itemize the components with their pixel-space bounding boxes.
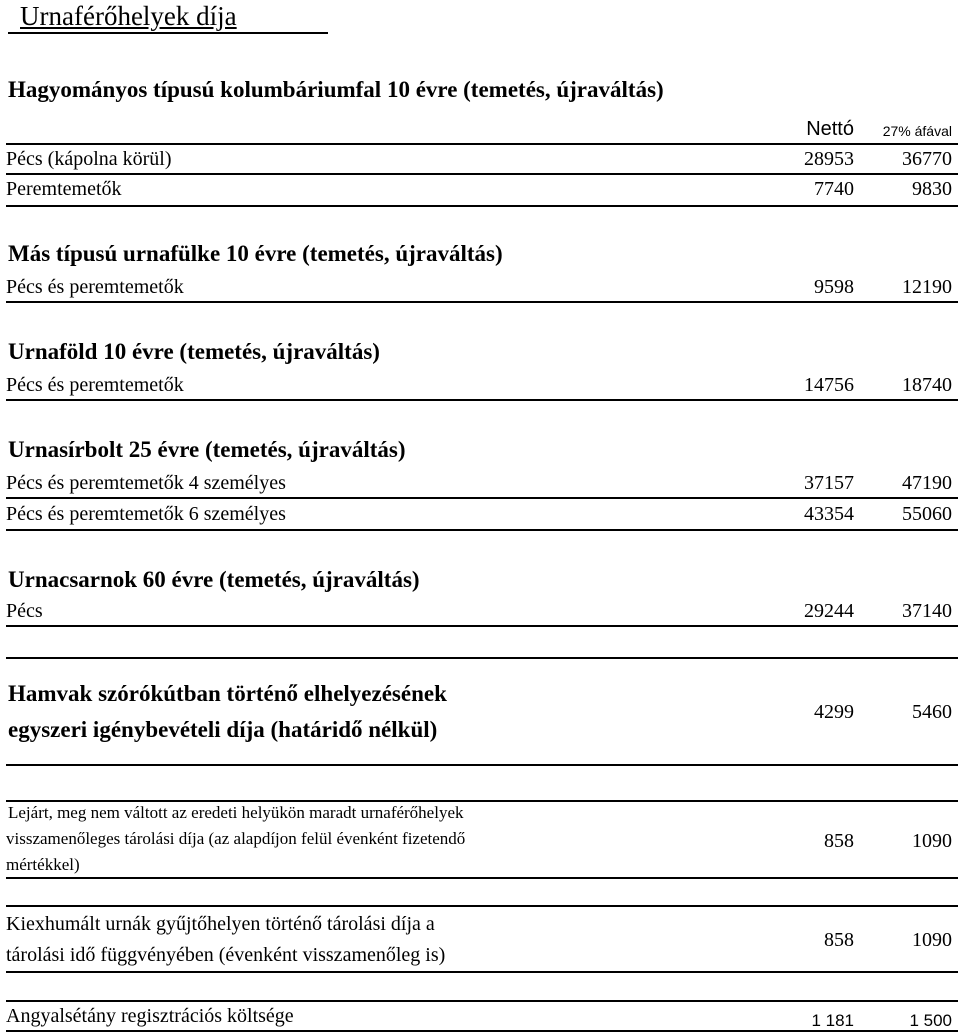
section-heading-niche: Más típusú urnafülke 10 évre (temetés, újraváltás) — [8, 241, 503, 266]
row-net-price: 29244 — [804, 600, 854, 622]
row-vat-price: 36770 — [902, 148, 952, 170]
row-net-price: 37157 — [804, 472, 854, 494]
row-net-price: 43354 — [804, 503, 854, 525]
exhumed-vat-price: 1090 — [912, 929, 952, 951]
expired-net-price: 858 — [824, 830, 854, 852]
divider — [6, 143, 958, 145]
column-header-vat: 27% áfával — [882, 123, 952, 139]
row-net-price: 28953 — [804, 148, 854, 170]
angel-label: Angyalsétány regisztrációs költsége — [6, 1005, 294, 1027]
scatter-net-price: 4299 — [814, 701, 854, 723]
row-vat-price: 9830 — [912, 178, 952, 200]
row-label: Peremtemetők — [6, 178, 122, 200]
divider — [6, 877, 958, 879]
scatter-label-line2: egyszeri igénybevételi díja (határidő nélkül) — [8, 717, 438, 742]
divider — [6, 625, 958, 627]
divider — [6, 173, 958, 175]
title-underline — [8, 32, 328, 34]
row-label: Pécs és peremtemetők 6 személyes — [6, 503, 286, 525]
row-net-price: 9598 — [814, 276, 854, 298]
section-heading-urn-vault: Urnasírbolt 25 évre (temetés, újraváltás) — [8, 437, 406, 462]
expired-label-line1: Lejárt, meg nem váltott az eredeti helyükön maradt urnaférőhelyek — [8, 803, 464, 822]
divider — [6, 205, 958, 207]
divider — [6, 1030, 958, 1032]
row-label: Pécs és peremtemetők 4 személyes — [6, 472, 286, 494]
row-vat-price: 47190 — [902, 472, 952, 494]
row-vat-price: 55060 — [902, 503, 952, 525]
scatter-label-line1: Hamvak szórókútban történő elhelyezésének — [8, 681, 447, 706]
exhumed-net-price: 858 — [824, 929, 854, 951]
divider — [6, 399, 958, 401]
divider — [6, 1000, 958, 1002]
row-label: Pécs és peremtemetők — [6, 374, 184, 396]
divider — [6, 905, 958, 907]
expired-vat-price: 1090 — [912, 830, 952, 852]
expired-label-line2: visszamenőleges tárolási díja (az alapdíjon felül évenként fizetendő — [6, 829, 466, 848]
scatter-vat-price: 5460 — [912, 701, 952, 723]
divider — [6, 971, 958, 973]
row-net-price: 7740 — [814, 178, 854, 200]
row-vat-price: 37140 — [902, 600, 952, 622]
section-heading-columbarium: Hagyományos típusú kolumbáriumfal 10 évre (temetés, újraváltás) — [8, 77, 664, 102]
divider — [6, 764, 958, 766]
divider — [6, 301, 958, 303]
row-label: Pécs — [6, 600, 43, 622]
page-title: Urnaférőhelyek díja — [20, 1, 237, 31]
row-label: Pécs és peremtemetők — [6, 276, 184, 298]
row-vat-price: 18740 — [902, 374, 952, 396]
row-label: Pécs (kápolna körül) — [6, 148, 172, 170]
column-header-net: Nettó — [806, 118, 854, 140]
exhumed-label-line1: Kiexhumált urnák gyűjtőhelyen történő tárolási díja a — [6, 913, 435, 935]
angel-vat-price: 1 500 — [909, 1011, 952, 1030]
divider — [6, 529, 958, 531]
section-heading-urn-hall: Urnacsarnok 60 évre (temetés, újraváltás) — [8, 567, 420, 592]
section-heading-urn-plot: Urnaföld 10 évre (temetés, újraváltás) — [8, 339, 380, 364]
row-net-price: 14756 — [804, 374, 854, 396]
exhumed-label-line2: tárolási idő függvényében (évenként visszamenőleg is) — [6, 944, 446, 966]
divider — [6, 497, 958, 499]
expired-label-line3: mértékkel) — [6, 855, 80, 874]
angel-net-price: 1 181 — [811, 1011, 854, 1030]
divider — [6, 657, 958, 659]
row-vat-price: 12190 — [902, 276, 952, 298]
